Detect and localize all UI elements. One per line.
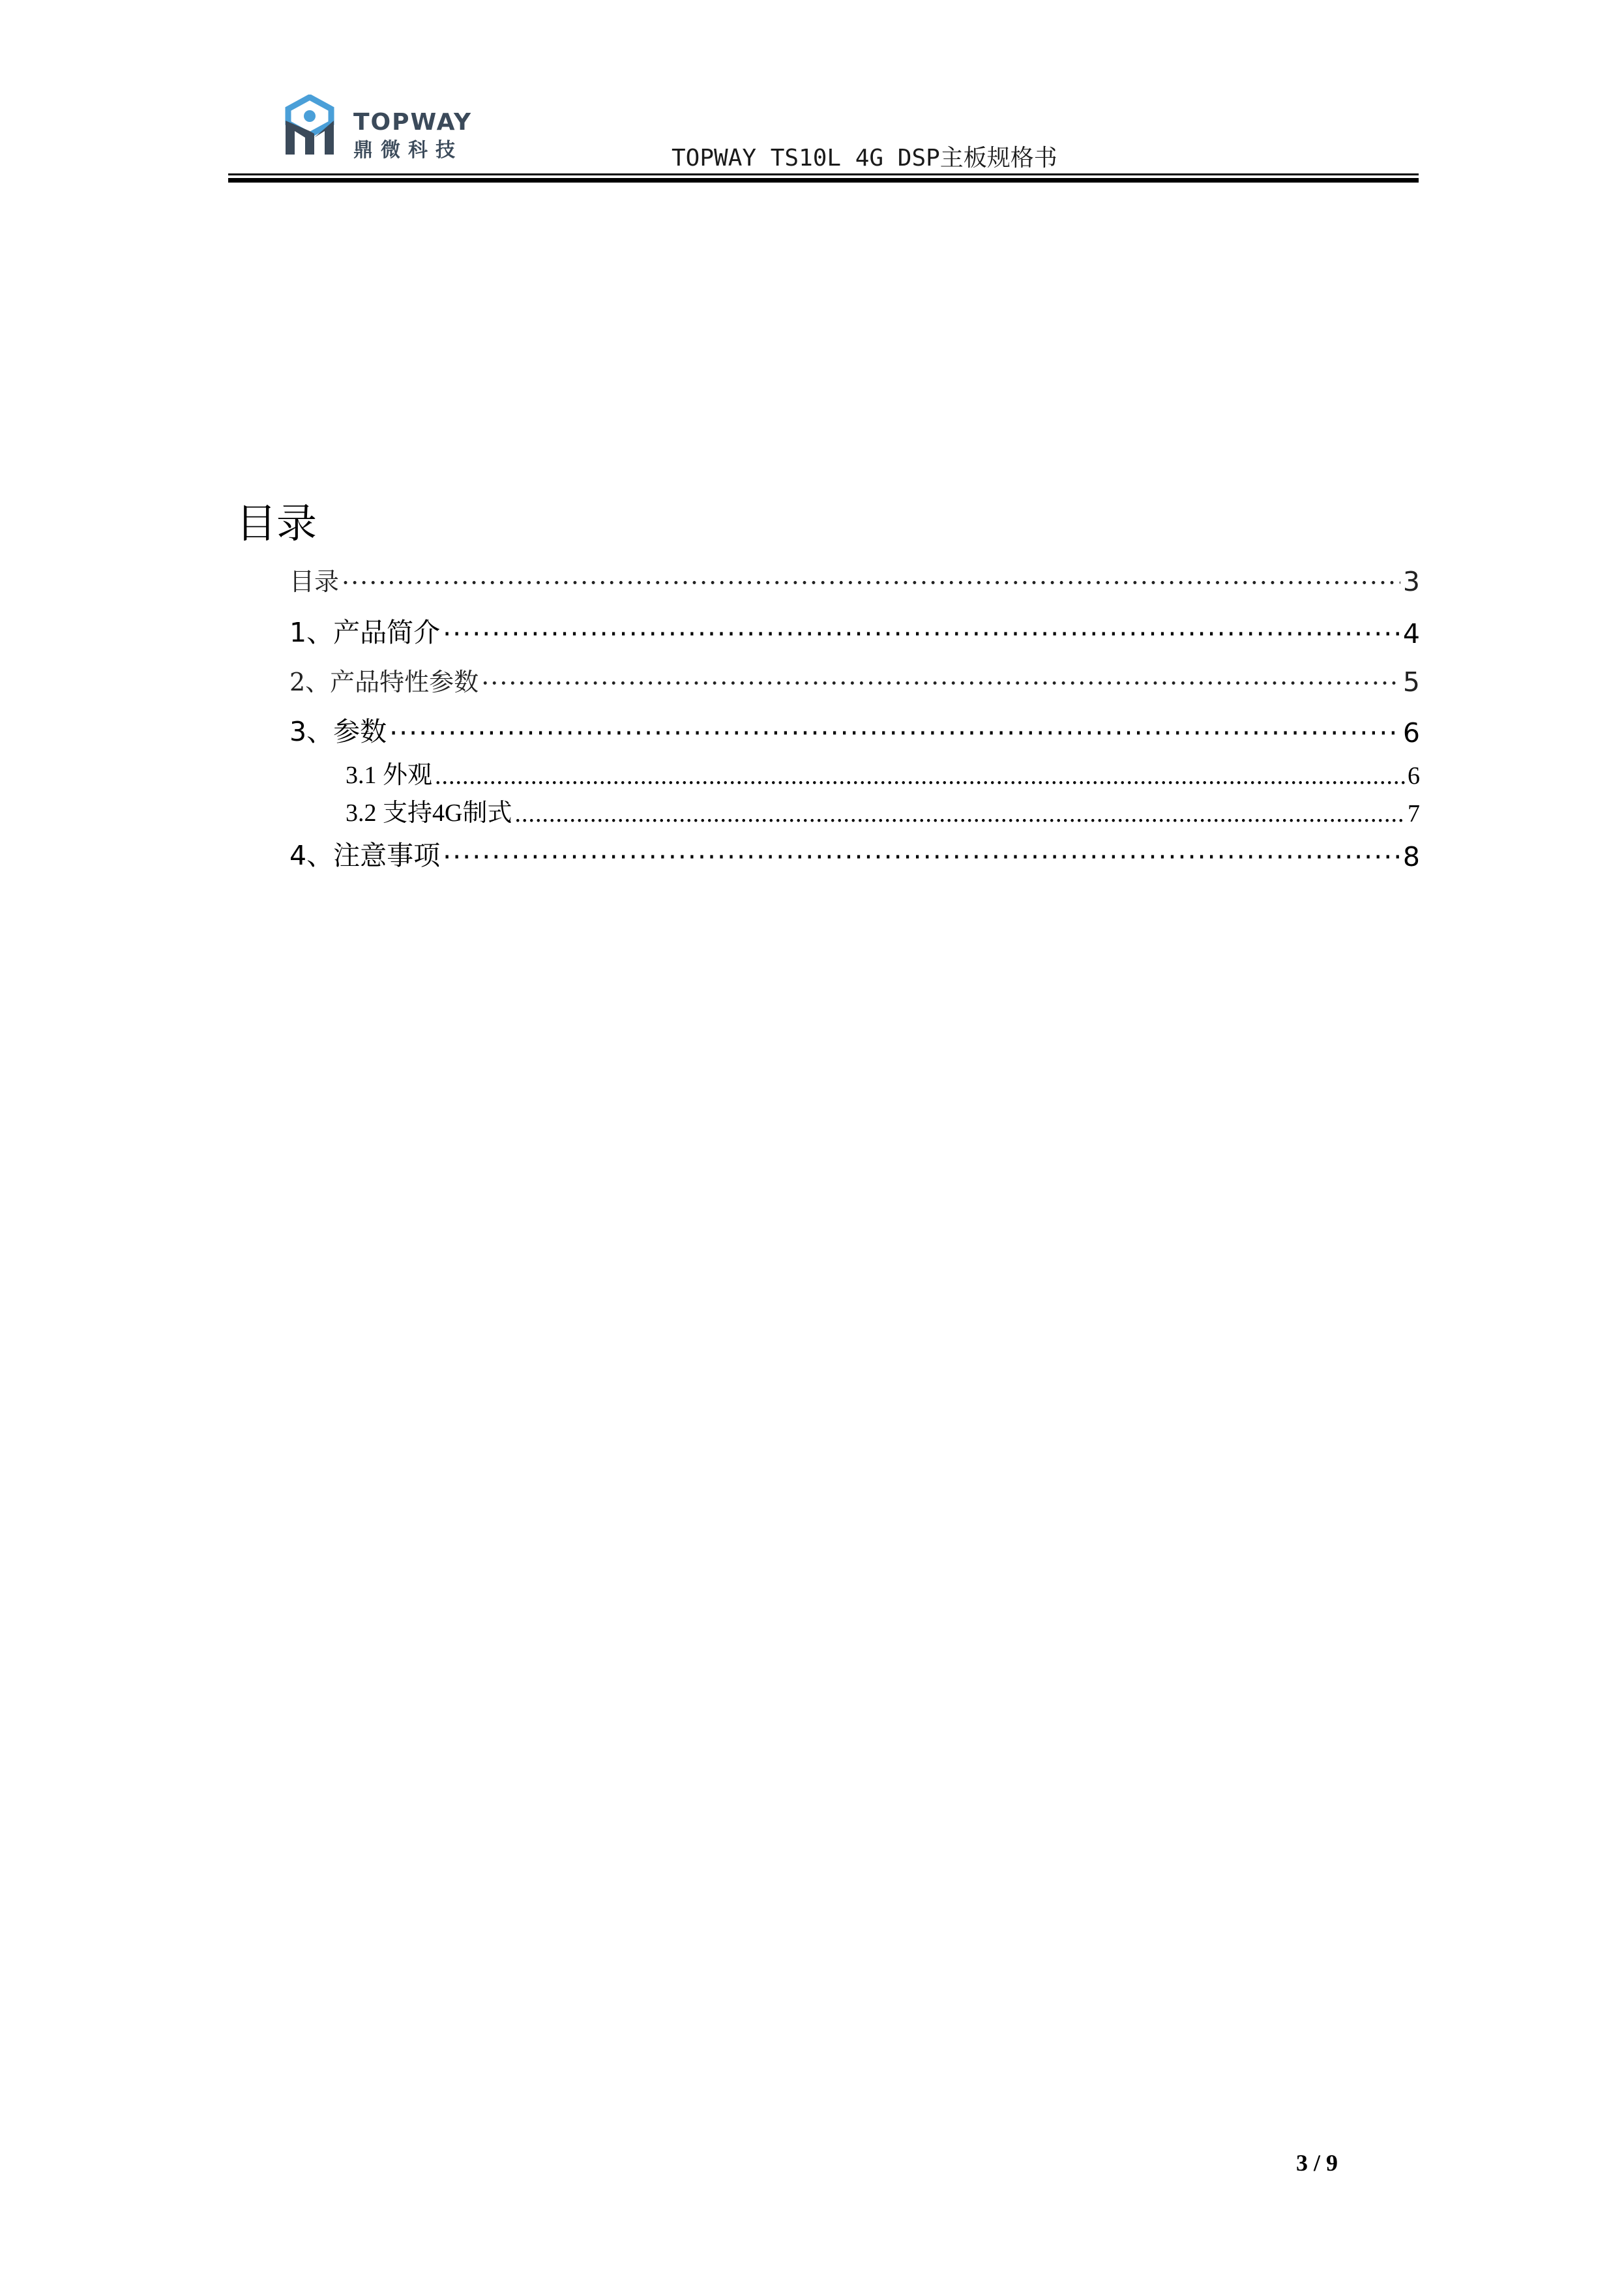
toc-dot-leader: [514, 799, 1405, 828]
toc-entry-page: 6: [1402, 717, 1420, 749]
toc-entry-page: 5: [1402, 666, 1420, 698]
toc-entry-4g-standards[interactable]: [346, 798, 1420, 828]
toc-entry-label: 1、产品简介: [289, 617, 441, 648]
toc-entry-label: 2、产品特性参数: [289, 668, 479, 696]
toc-dot-leader: [443, 618, 1400, 649]
page-number: 3 / 9: [1296, 2150, 1338, 2176]
toc-entry-label: 3.1 外观: [346, 762, 433, 789]
toc-entry-label: 目录: [289, 567, 340, 596]
logo-chinese-text: 鼎微科技: [353, 139, 463, 162]
toc-dot-leader: [389, 717, 1400, 749]
toc-entry-product-intro[interactable]: [289, 616, 1420, 649]
logo-brand-text: TOPWAY: [353, 109, 473, 136]
toc-entry-product-features[interactable]: [289, 665, 1420, 698]
document-title: TOPWAY TS10L 4G DSP主板规格书: [672, 145, 1057, 171]
toc-entry-label: 4、注意事项: [289, 840, 441, 871]
toc-dot-leader: [443, 841, 1400, 872]
toc-heading: 目录: [236, 499, 317, 547]
toc-entry-page: 4: [1402, 618, 1420, 649]
toc-dot-leader: [342, 569, 1400, 597]
toc-dot-leader: [481, 669, 1400, 698]
toc-entry-label: 3、参数: [289, 716, 387, 747]
toc-entry-page: 7: [1408, 800, 1420, 827]
toc-entry-page: 3: [1402, 566, 1420, 597]
toc-entry-label: 3.2 支持4G制式: [346, 799, 512, 827]
toc-dot-leader: [435, 762, 1405, 790]
toc-entry-contents[interactable]: [289, 566, 1420, 597]
toc-entry-page: 8: [1402, 841, 1420, 872]
toc-entry-parameters[interactable]: [289, 715, 1420, 749]
toc-entry-precautions[interactable]: [289, 839, 1420, 872]
toc-entry-appearance[interactable]: [346, 760, 1420, 790]
toc-entry-page: 6: [1408, 762, 1420, 790]
